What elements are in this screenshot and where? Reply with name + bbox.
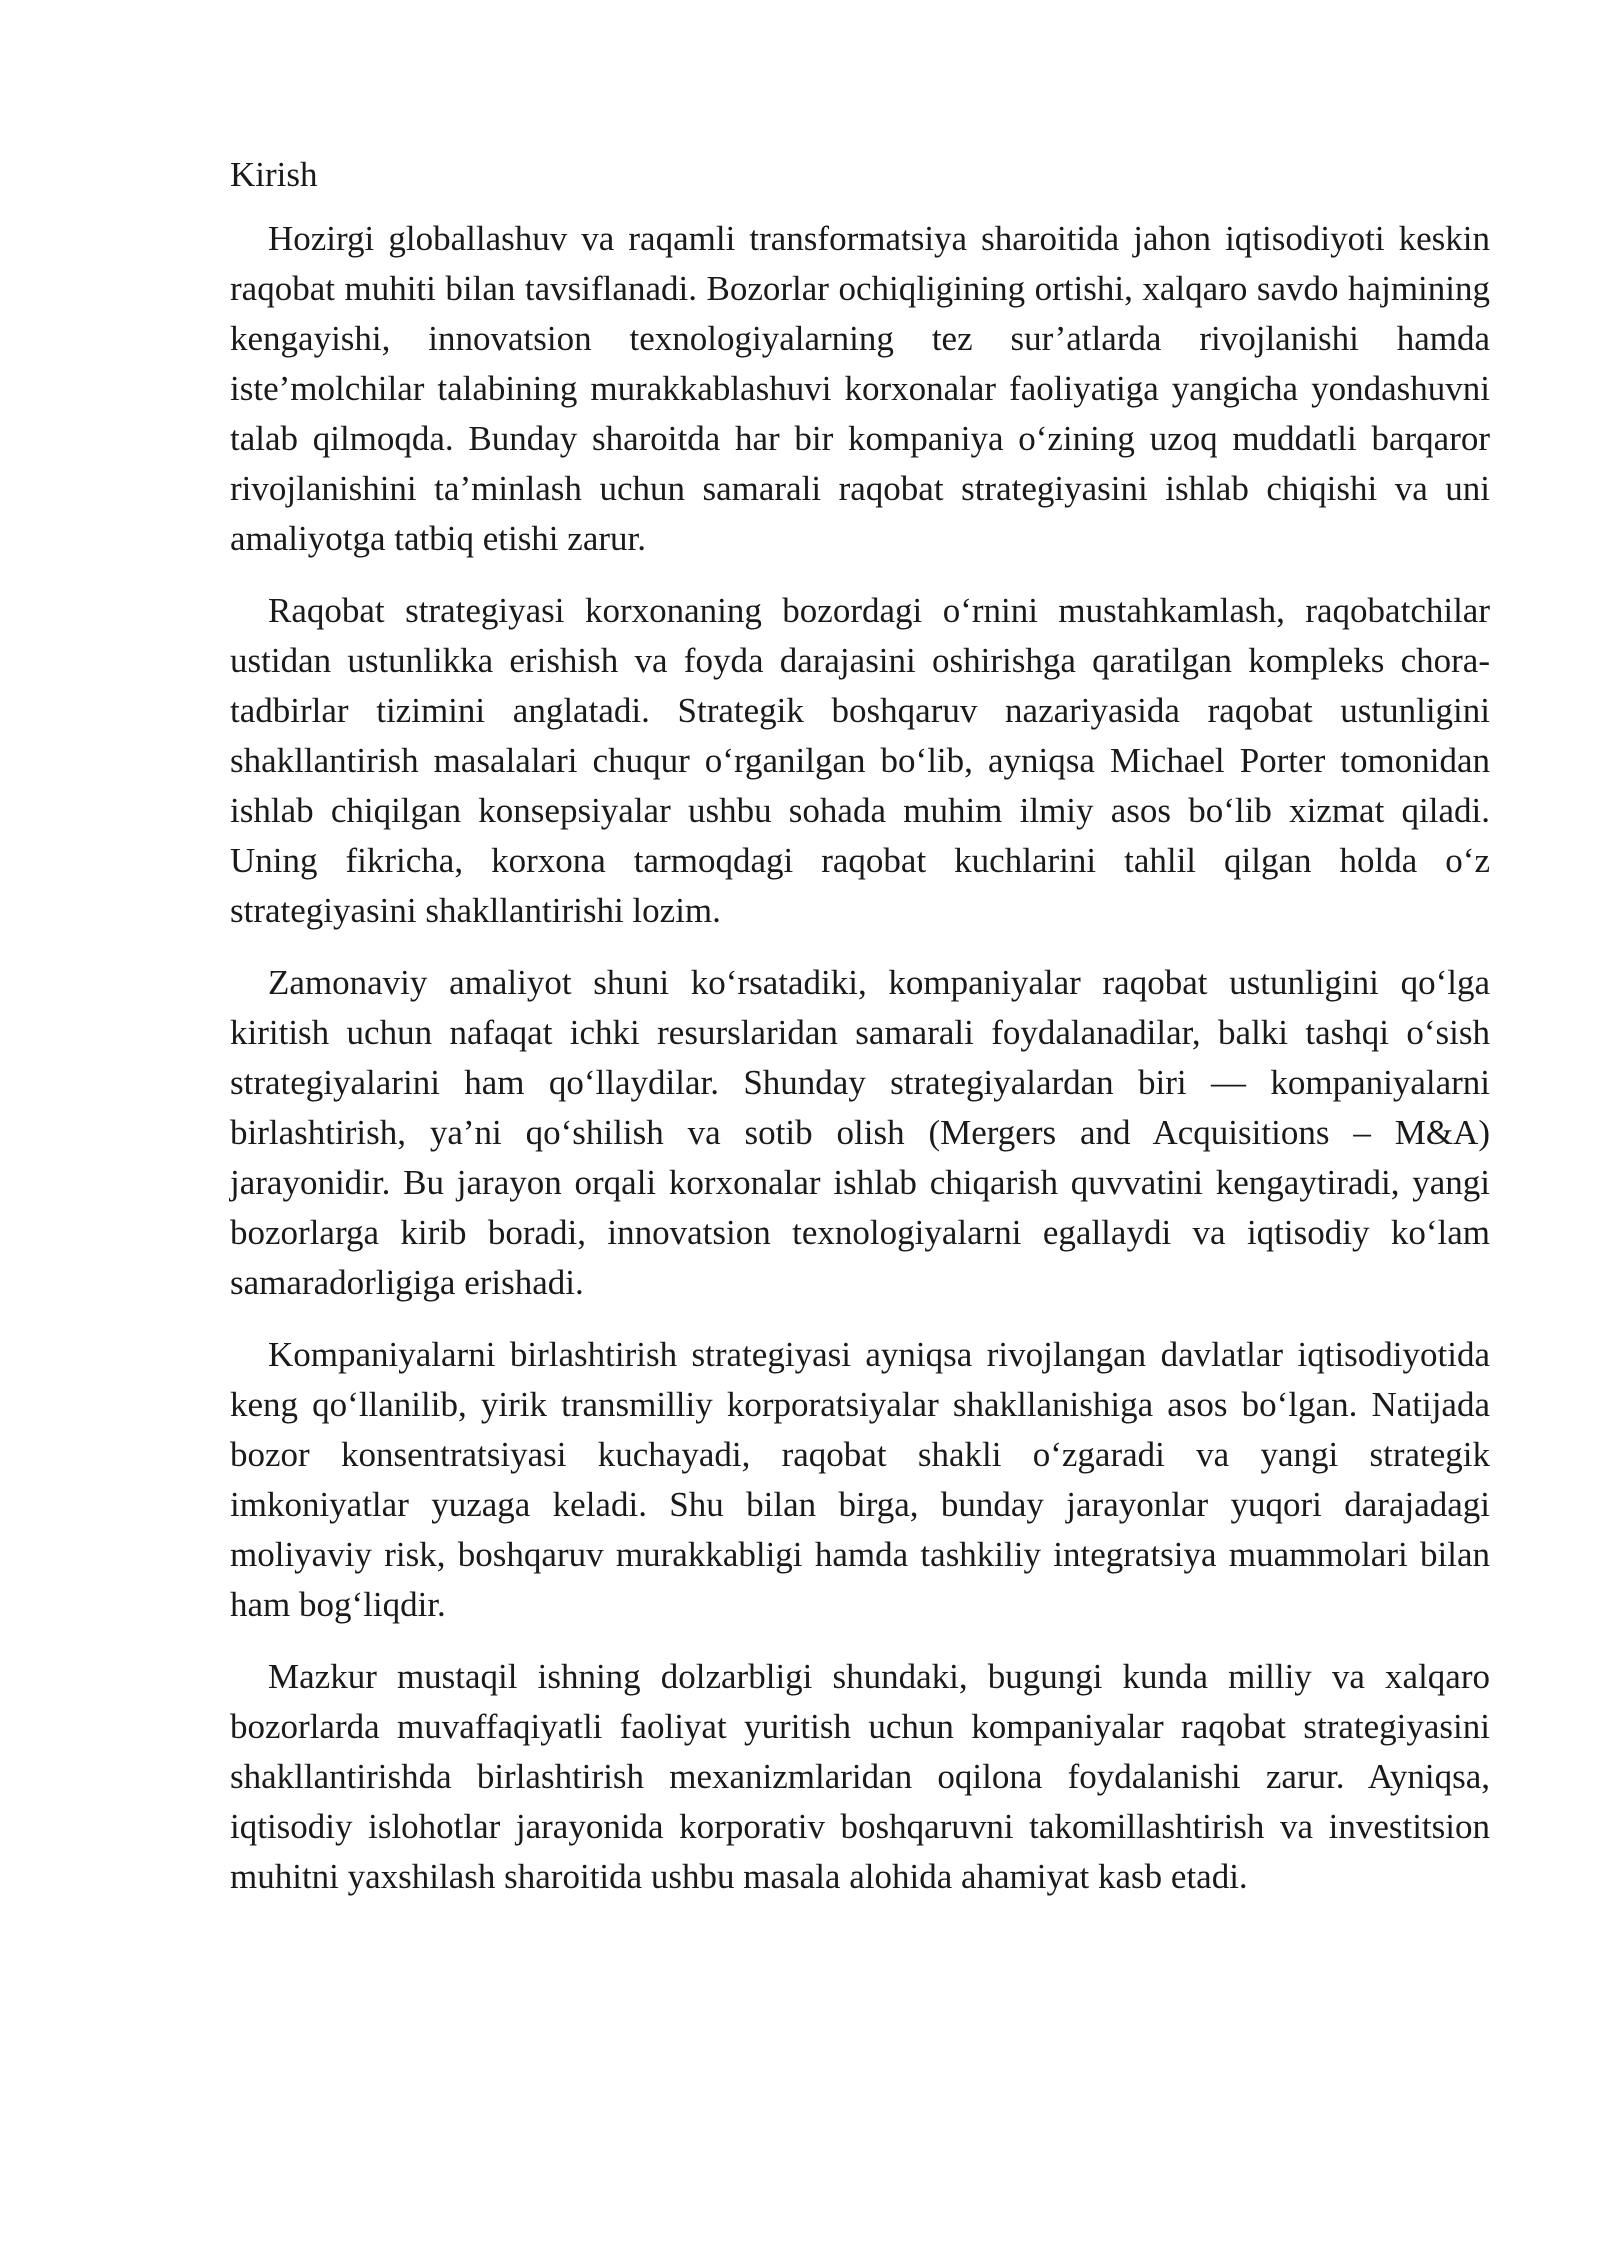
section-heading: Kirish (230, 155, 318, 194)
paragraph-3: Zamonaviy amaliyot shuni ko‘rsatadiki, kompaniyalar raqobat ustunligini qo‘lga kiritish uchun nafaqat ichki resurslaridan samarali foydalanadilar, balki tashqi o‘sish strategiyalarini ham qo‘llaydilar. Shunday strategiyalardan biri — kompaniyalarni birlashtirish, ya’ni qo‘shilish va sotib olish (Mergers and Acquisitions – M&A) jarayonidir. Bu jarayon orqali korxonalar ishlab chiqarish quvvatini kengaytiradi, yangi bozorlarga kirib boradi, innovatsion texnologiyalarni egallaydi va iqtisodiy ko‘lam samaradorligiga erishadi. (230, 963, 1490, 1302)
paragraph-4: Kompaniyalarni birlashtirish strategiyasi ayniqsa rivojlangan davlatlar iqtisodiyotida keng qo‘llanilib, yirik transmilliy korporatsiyalar shakllanishiga asos bo‘lgan. Natijada bozor konsentratsiyasi kuchayadi, raqobat shakli o‘zgaradi va yangi strategik imkoniyatlar yuzaga keladi. Shu bilan birga, bunday jarayonlar yuqori darajadagi moliyaviy risk, boshqaruv murakkabligi hamda tashkiliy integratsiya muammolari bilan ham bog‘liqdir. (230, 1335, 1490, 1624)
paragraph-2: Raqobat strategiyasi korxonaning bozordagi o‘rnini mustahkamlash, raqobatchilar ustidan ustunlikka erishish va foyda darajasini oshirishga qaratilgan kompleks chora-tadbirlar tizimini anglatadi. Strategik boshqaruv nazariyasida raqobat ustunligini shakllantirish masalalari chuqur o‘rganilgan bo‘lib, ayniqsa Michael Porter tomonidan ishlab chiqilgan konsepsiyalar ushbu sohada muhim ilmiy asos bo‘lib xizmat qiladi. Uning fikricha, korxona tarmoqdagi raqobat kuchlarini tahlil qilgan holda o‘z strategiyasini shakllantirishi lozim. (230, 591, 1490, 930)
paragraph-5: Mazkur mustaqil ishning dolzarbligi shundaki, bugungi kunda milliy va xalqaro bozorlarda muvaffaqiyatli faoliyat yuritish uchun kompaniyalar raqobat strategiyasini shakllantirishda birlashtirish mexanizmlaridan oqilona foydalanishi zarur. Ayniqsa, iqtisodiy islohotlar jarayonida korporativ boshqaruvni takomillashtirish va investitsion muhitni yaxshilash sharoitida ushbu masala alohida ahamiyat kasb etadi. (230, 1657, 1490, 1896)
paragraph-1: Hozirgi globallashuv va raqamli transformatsiya sharoitida jahon iqtisodiyoti keskin raqobat muhiti bilan tavsiflanadi. Bozorlar ochiqligining ortishi, xalqaro savdo hajmining kengayishi, innovatsion texnologiyalarning tez sur’atlarda rivojlanishi hamda iste’molchilar talabining murakkablashuvi korxonalar faoliyatiga yangicha yondashuvni talab qilmoqda. Bunday sharoitda har bir kompaniya o‘zining uzoq muddatli barqaror rivojlanishini ta’minlash uchun samarali raqobat strategiyasini ishlab chiqishi va uni amaliyotga tatbiq etishi zarur. (230, 219, 1490, 558)
document-body (230, 150, 1490, 1924)
